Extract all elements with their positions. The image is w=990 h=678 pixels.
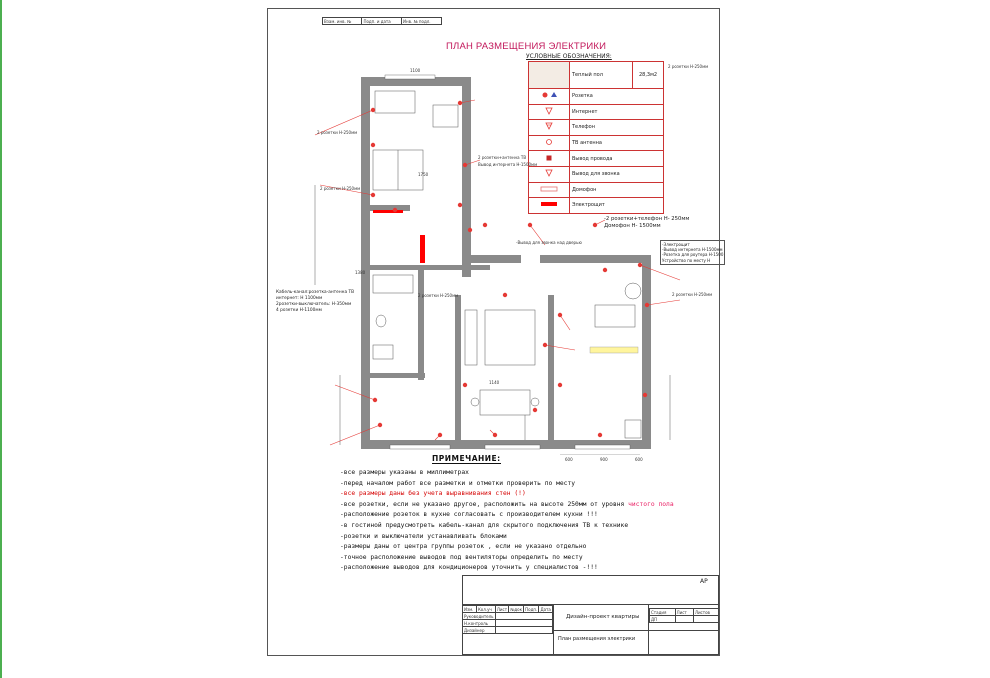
stamp-cell: Инв. № подл. xyxy=(401,18,441,25)
socket-annotation: Вывод интернета Н-1500мм xyxy=(478,162,538,167)
kitchen-island xyxy=(595,305,635,327)
note-line: -расположение розеток в кухне согласовать с производителем кухни !!! xyxy=(340,511,598,519)
revision-header: Подп. xyxy=(525,606,538,612)
top-stamp xyxy=(322,17,442,25)
note-line: -точное расположение выводов под вентиляторы определить по месту xyxy=(340,553,583,561)
bathtub xyxy=(373,275,413,293)
revision-header: Дата xyxy=(540,606,551,612)
round-table xyxy=(625,283,641,299)
note-highlight: чистого пола xyxy=(628,500,674,508)
notes-list xyxy=(340,468,674,574)
stage-label: Стадия xyxy=(650,609,676,616)
role-label: Руководитель xyxy=(464,613,494,619)
annotation-text: Домофон Н- 1500мм xyxy=(604,223,661,229)
dimension-label: 600 xyxy=(565,457,573,462)
annotation-text: -2 розетки+телефон Н- 250мм xyxy=(604,216,690,222)
dimension-label: 900 xyxy=(600,457,608,462)
stage-table xyxy=(649,608,719,623)
electrical-panel xyxy=(420,235,425,263)
stage-value: ДП xyxy=(650,616,676,623)
dining-table xyxy=(480,390,530,415)
note-text: -все розетки, если не указано другое, расположить на высоте 250мм от уровня xyxy=(340,500,629,508)
role-label: Дизайнер xyxy=(463,627,496,634)
wall xyxy=(642,255,651,449)
role-signature xyxy=(495,613,552,620)
socket-annotation: 2 розетки+антенна ТВ xyxy=(478,155,527,160)
wardrobe xyxy=(375,91,415,113)
role-signature xyxy=(495,627,552,634)
stage-label: Листов xyxy=(693,609,718,616)
window xyxy=(575,445,630,449)
annotation-text: 4 розетки Н-1100мм xyxy=(276,308,322,313)
annotation-text: 2розетки-выключатель: Н-350мм xyxy=(276,302,352,307)
socket-annotation: 2 розетки Н-250мм xyxy=(320,186,361,191)
heated-floor-area: 28,3м2 xyxy=(633,62,664,89)
dimension-label: 600 xyxy=(635,457,643,462)
drawing-code: АР xyxy=(700,578,708,585)
legend-label: Электрощит xyxy=(570,198,664,214)
role-signature xyxy=(495,620,552,627)
sofa xyxy=(465,310,477,365)
note-line: -все размеры даны без учета выравнивания стен (!) xyxy=(340,490,526,498)
stage-label: Лист xyxy=(675,609,693,616)
legend-label: Домофон xyxy=(570,182,664,198)
fridge xyxy=(625,420,641,438)
legend-label: Вывод провода xyxy=(570,151,664,167)
note-line: -в гостиной предусмотреть кабель-канал для скрытого подключения ТВ к технике xyxy=(340,521,629,529)
window xyxy=(390,445,450,449)
dimension-label: 1100 xyxy=(410,68,421,73)
wall xyxy=(361,77,370,447)
wall xyxy=(540,255,650,263)
wall xyxy=(455,295,461,445)
socket-annotation: 2 розетки Н-250мм xyxy=(672,292,713,297)
revision-table xyxy=(462,605,553,634)
sheet-name: План размещения электрики xyxy=(558,636,636,642)
note-line: -розетки и выключатели устанавливать блоками xyxy=(340,532,507,540)
role-label: Н.контроль xyxy=(463,620,496,627)
legend-label: Розетка xyxy=(570,89,664,105)
legend-label: Телефон xyxy=(570,120,664,136)
socket-annotation: 2 розетки Н-250мм xyxy=(317,130,358,135)
project-name: Дизайн-проект квартиры xyxy=(566,614,640,620)
wall xyxy=(471,255,521,263)
dimension-label: 1140 xyxy=(489,380,500,385)
wall xyxy=(370,373,425,378)
legend-title: УСЛОВНЫЕ ОБОЗНАЧЕНИЯ: xyxy=(526,53,612,60)
armchair xyxy=(433,105,458,127)
legend-label: Вывод для звонка xyxy=(570,166,664,182)
socket-annotation: 2 розетки Н-250мм xyxy=(418,293,459,298)
note-line: -размеры даны от центра группы розеток , если не указано отдельно xyxy=(340,543,587,551)
kitchen-counter xyxy=(590,347,638,353)
annotation-text: -Вывод интернета Н-1500мм xyxy=(662,247,723,253)
floor-plan xyxy=(295,55,715,455)
wall xyxy=(370,265,490,270)
plan-title: ПЛАН РАЗМЕЩЕНИЯ ЭЛЕКТРИКИ xyxy=(446,41,607,52)
window xyxy=(385,75,435,79)
legend-label: ТВ антенна xyxy=(570,135,664,151)
annotation-text: Кабель-канал:розетка-антенна ТВ xyxy=(276,290,355,295)
revision-header: Изм. xyxy=(463,606,477,613)
stamp-cell: Подп. и дата xyxy=(362,18,402,25)
electrical-panel xyxy=(373,210,403,213)
stage-value xyxy=(675,616,693,623)
page-edge-line xyxy=(0,0,2,678)
revision-header: №док xyxy=(510,606,522,612)
note-line xyxy=(340,500,674,511)
wall xyxy=(462,77,471,277)
note-line: -все размеры указаны в миллиметрах xyxy=(340,469,469,476)
legend-label: Теплый пол xyxy=(570,62,633,89)
revision-header: Лист xyxy=(496,606,508,612)
tv-cable-annotation xyxy=(276,290,354,314)
panel-annotation xyxy=(660,240,725,265)
hall-annotation xyxy=(604,216,689,230)
wall xyxy=(548,295,554,445)
window xyxy=(485,445,540,449)
stage-value xyxy=(693,616,718,623)
toilet xyxy=(376,315,386,327)
washbasin xyxy=(373,345,393,359)
legend-label: Интернет xyxy=(570,104,664,120)
wall xyxy=(418,270,424,380)
annotation-text: -Розетка для роутера Н-1500 xyxy=(662,252,724,258)
socket-annotation: 2 розетки Н-250мм xyxy=(668,64,709,69)
annotation-text: -Электрощит xyxy=(662,242,690,247)
dimension-label: 1380 xyxy=(355,270,366,275)
bell-annotation: -Вывод для звонка над дверью xyxy=(516,240,582,245)
title-block-top xyxy=(462,575,719,605)
revision-header: Кол.уч xyxy=(476,606,495,613)
divider xyxy=(553,630,648,631)
rug xyxy=(485,310,535,365)
note-line: -расположение выводов для кондиционеров уточнить у специалистов -!!! xyxy=(340,564,598,572)
divider xyxy=(648,630,719,631)
note-line: -перед началом работ все разметки и отметки проверить по месту xyxy=(340,479,576,487)
dimension-label: 1750 xyxy=(418,172,429,177)
stamp-cell: Взам. инв. № xyxy=(323,18,362,25)
notes-title: ПРИМЕЧАНИЕ: xyxy=(432,454,501,463)
annotation-text: Устройство по месту Н xyxy=(662,257,711,263)
annotation-text: интернет: Н 1100мм xyxy=(276,296,323,301)
